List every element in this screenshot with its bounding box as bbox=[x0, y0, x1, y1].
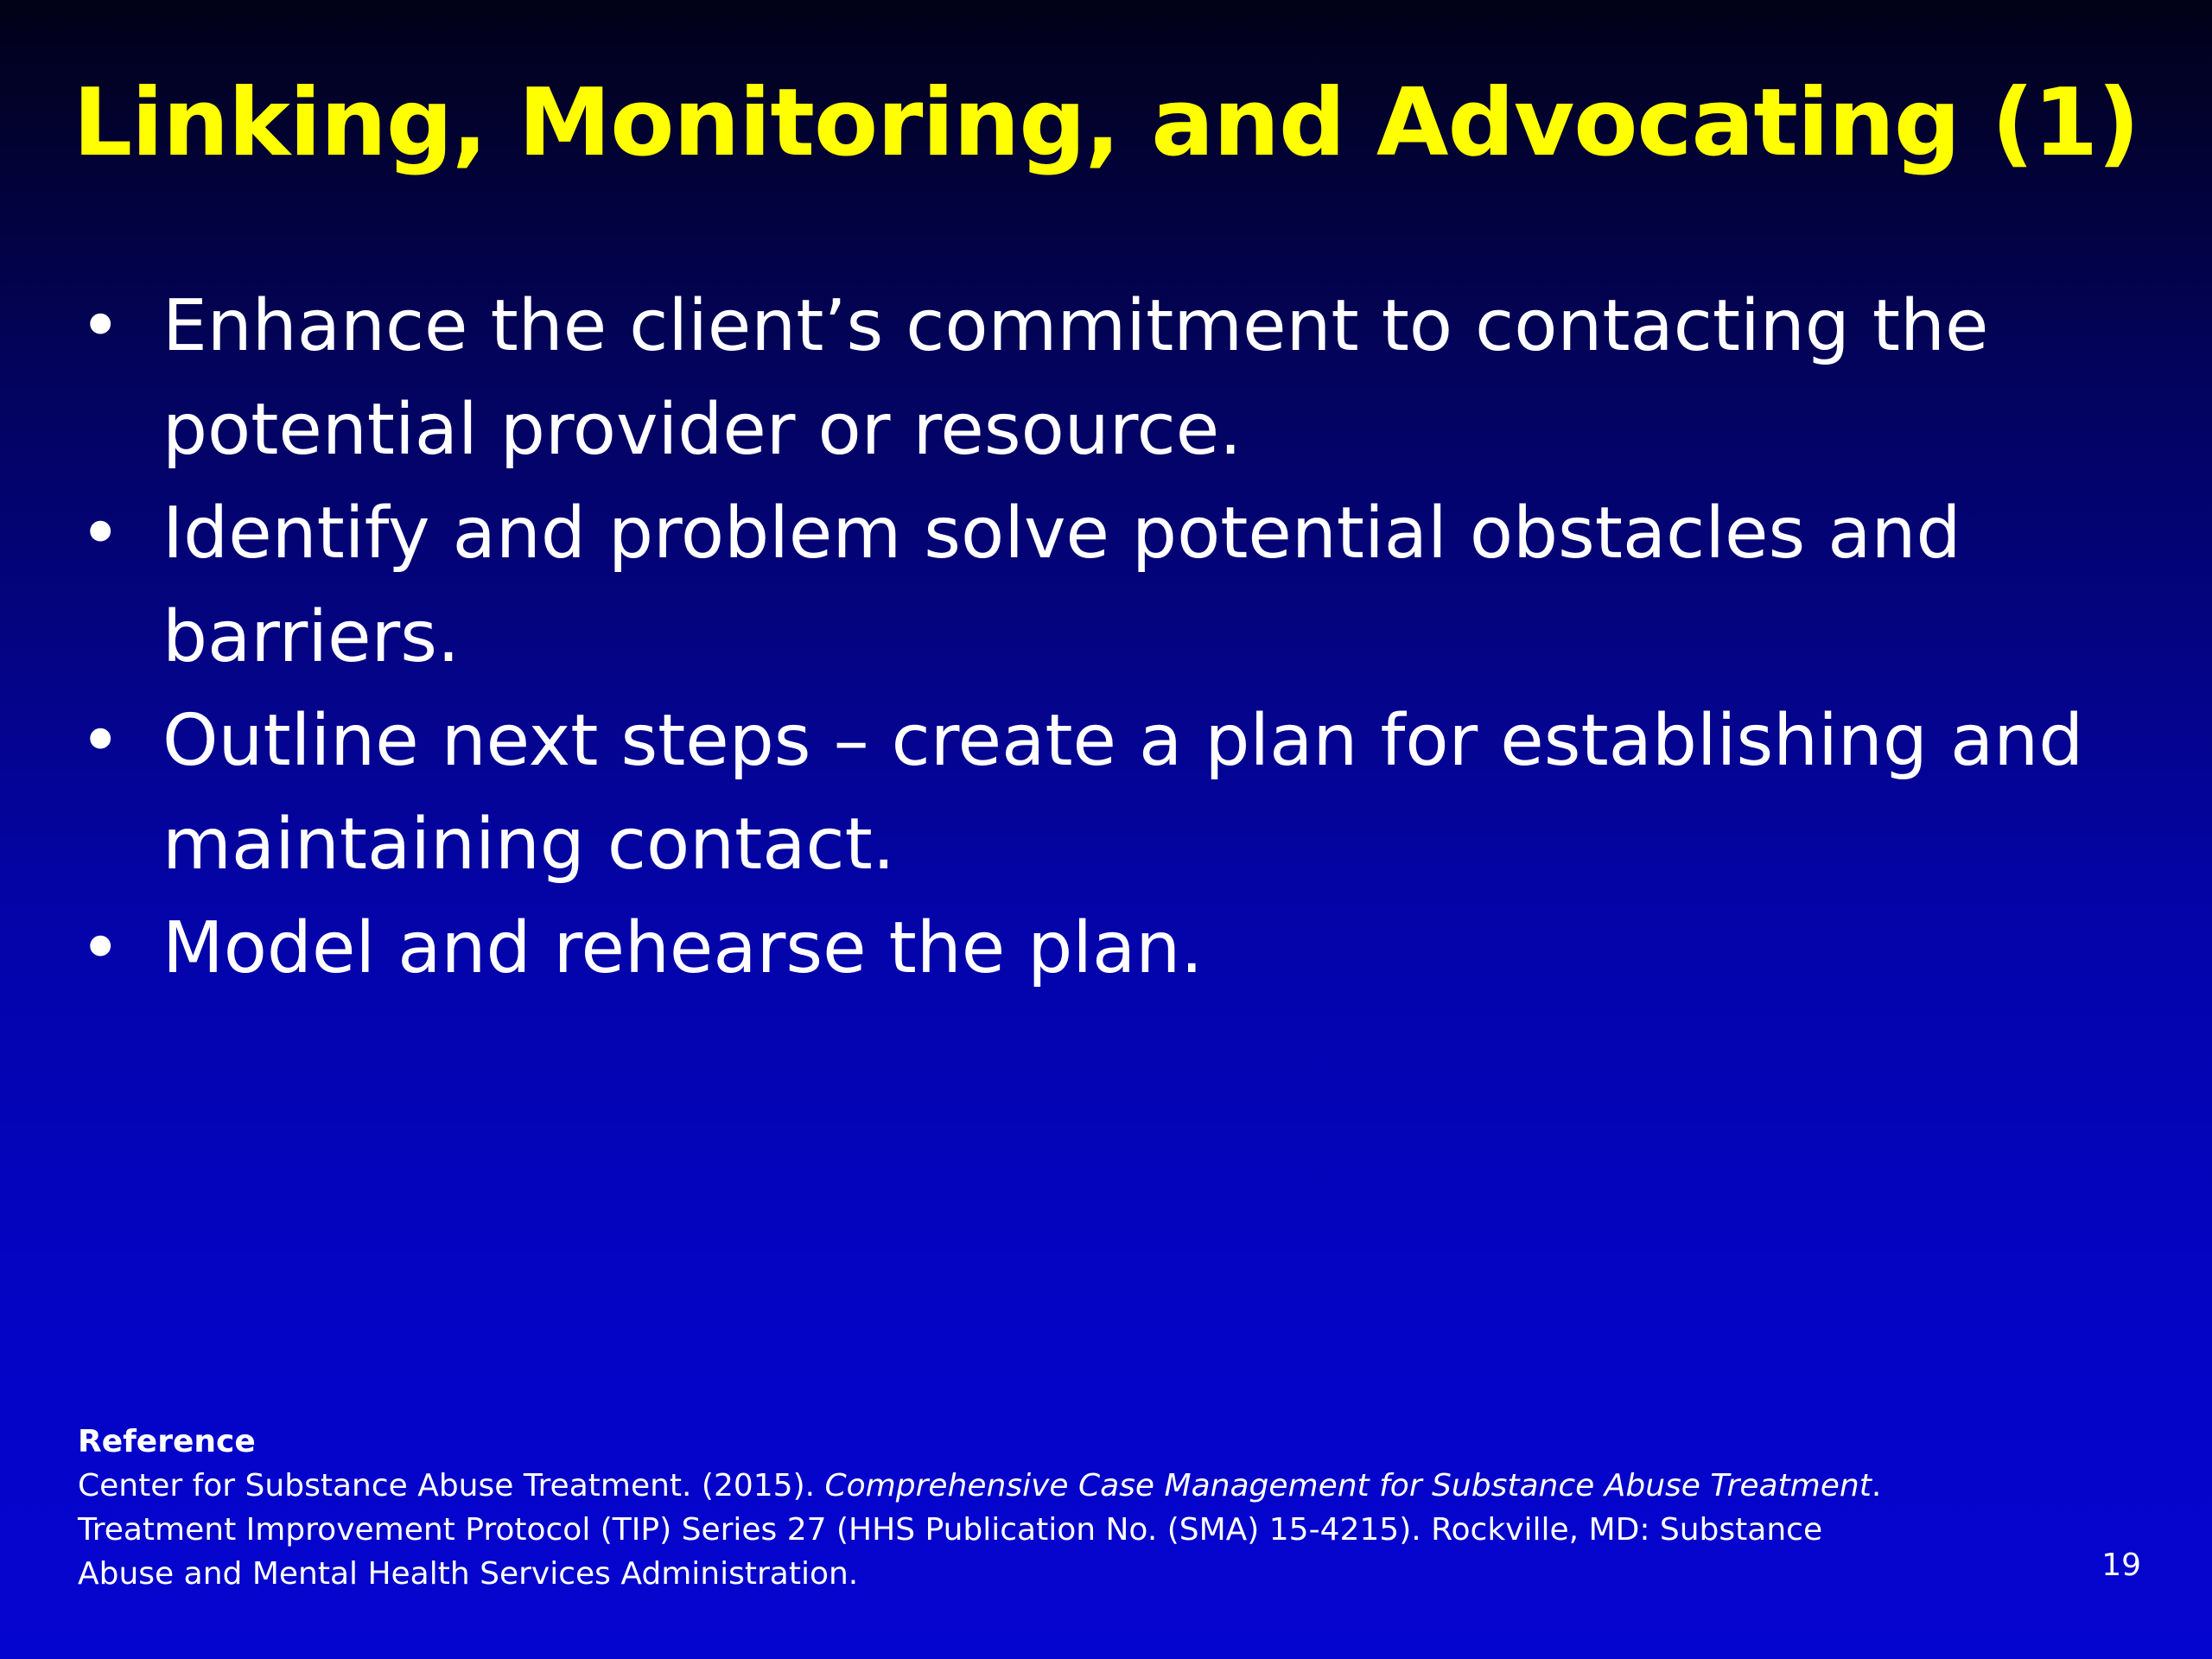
reference-heading: Reference bbox=[78, 1424, 256, 1459]
bullet-dot-icon: • bbox=[79, 907, 122, 989]
bullet-dot-icon: • bbox=[79, 700, 122, 782]
bullet-dot-icon: • bbox=[79, 285, 122, 367]
reference-line bbox=[78, 1464, 1979, 1508]
bullet-text-line: Identify and problem solve potential obstacles and bbox=[162, 493, 1961, 575]
bullet-list bbox=[79, 275, 2136, 1001]
bullet-text-line: Enhance the client’s commitment to contacting the bbox=[162, 285, 1989, 367]
bullet-item bbox=[79, 275, 2136, 482]
reference-book-title: Comprehensive Case Management for Substance Abuse Treatment bbox=[824, 1468, 1872, 1503]
bullet-text-line: Model and rehearse the plan. bbox=[162, 907, 1204, 989]
bullet-text-line: barriers. bbox=[162, 596, 461, 678]
page-number: 19 bbox=[2101, 1548, 2141, 1583]
reference-line: Treatment Improvement Protocol (TIP) Series 27 (HHS Publication No. (SMA) 15-4215). Rockville, MD: Substance bbox=[78, 1512, 1823, 1548]
reference-citation-prefix: Center for Substance Abuse Treatment. (2015). bbox=[78, 1468, 825, 1503]
slide-title: Linking, Monitoring, and Advocating (1) bbox=[73, 69, 2139, 177]
bullet-item bbox=[79, 690, 2136, 897]
reference-block bbox=[78, 1420, 1979, 1596]
bullet-item bbox=[79, 482, 2136, 690]
bullet-text-line: maintaining contact. bbox=[162, 804, 895, 886]
reference-citation-suffix: . bbox=[1871, 1468, 1882, 1503]
bullet-dot-icon: • bbox=[79, 493, 122, 575]
bullet-item bbox=[79, 897, 2136, 1001]
bullet-text-line: potential provider or resource. bbox=[162, 389, 1243, 471]
bullet-text-line: Outline next steps – create a plan for establishing and bbox=[162, 700, 2084, 782]
reference-line: Abuse and Mental Health Services Administration. bbox=[78, 1556, 859, 1592]
